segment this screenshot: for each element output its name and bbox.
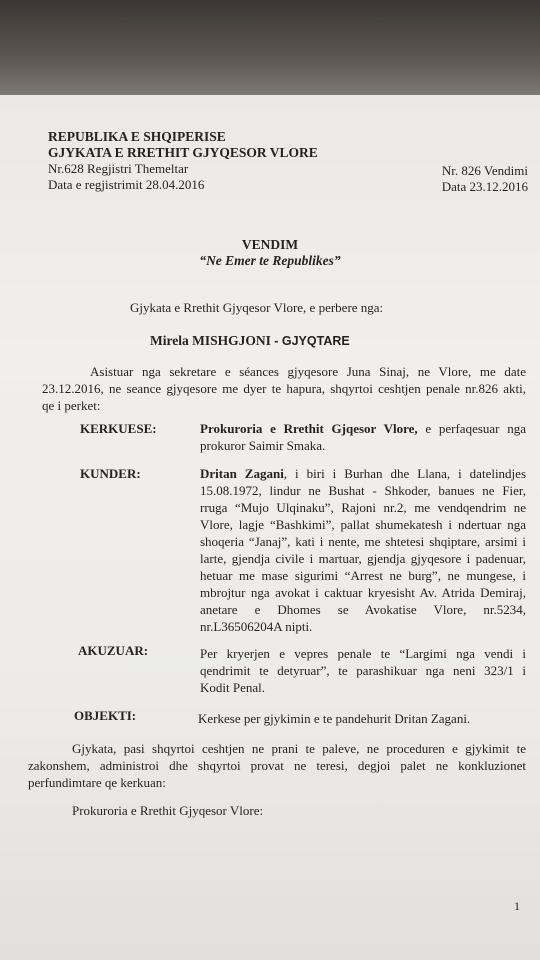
- republic-heading: REPUBLIKA E SHQIPERISE: [48, 129, 226, 144]
- akuzuar-line-2: qendrimit te detyruar”, te parashikuar nga neni 323/1 i: [200, 663, 526, 678]
- kunder-line-4: Vlore, lagje “Bashkimi”, pallat shumekatesh i ndertuar nga: [200, 517, 526, 532]
- decision-number: Nr. 826 Vendimi: [441, 163, 528, 178]
- objekti-label: OBJEKTI:: [74, 708, 137, 723]
- document-title: VENDIM: [241, 237, 299, 252]
- objekti-line-1: Kerkese per gjykimin e te pandehurit Dritan Zagani.: [198, 711, 471, 726]
- defendant-name: Dritan Zagani: [200, 466, 284, 481]
- kerkuese-line-1: Prokuroria e Rrethit Gjqesor Vlore, e perfaqesuar nga: [200, 421, 527, 436]
- page-number: 1: [514, 899, 520, 913]
- akuzuar-label: AKUZUAR:: [78, 643, 149, 658]
- akuzuar-line-1: Per kryerjen e vepres penale te “Largimi nga vendi i: [200, 646, 526, 661]
- intro-line-1: Asistuar nga sekretare e séances gjyqesore Juna Sinaj, ne Vlore, me date: [90, 364, 526, 379]
- kunder-line-1: Dritan Zagani, i biri i Burhan dhe Llana, i datelindjes: [200, 466, 526, 481]
- kerkuese-label: KERKUESE:: [80, 421, 157, 436]
- akuzuar-line-3: Kodit Penal.: [200, 680, 265, 695]
- judge-role: - GJYQTARE: [274, 334, 350, 348]
- registry-date: Data e regjistrimit 28.04.2016: [48, 177, 205, 192]
- kunder-line-10: nr.L36506204A nipti.: [200, 619, 313, 634]
- kunder-label: KUNDER:: [80, 466, 141, 481]
- kunder-line-9: anetare e Dhomes se Avokatise Vlore, nr.5234,: [200, 602, 526, 617]
- decision-date: Data 23.12.2016: [441, 179, 528, 194]
- document-subtitle: “Ne Emer te Republikes”: [199, 253, 341, 268]
- judge-name: Mirela MISHGJONI: [150, 333, 271, 348]
- court-heading: GJYKATA E RRETHIT GJYQESOR VLORE: [48, 145, 318, 160]
- closing-line-3: perfundimtare qe kerkuan:: [28, 775, 166, 790]
- kunder-line-2: 15.08.1972, lindur ne Bushat - Shkoder, banues ne Fier,: [200, 483, 526, 498]
- judge-line: [150, 332, 350, 350]
- intro-line-2: 23.12.2016, ne seance gjyqesore me dyer te hapura, shqyrtoi ceshtjen penale nr.826 akti,: [42, 381, 526, 396]
- closing-line-1: Gjykata, pasi shqyrtoi ceshtjen ne prani te paleve, ne proceduren e gjykimit te: [72, 741, 526, 756]
- closing-line-2: zakonshem, administroi dhe shqyrtoi provat ne teresi, degjoi palet ne konkluzionet: [28, 758, 526, 773]
- prosecutor-heading: Prokuroria e Rrethit Gjyqesor Vlore:: [72, 803, 264, 818]
- intro-line-3: qe i perket:: [42, 398, 101, 413]
- kunder-line-8: mbrojtur nga avokat i caktuar kryesisht Av. Atrida Demiraj,: [200, 585, 526, 600]
- registry-number: Nr.628 Regjistri Themeltar: [48, 161, 189, 176]
- kerkuese-name: Prokuroria e Rrethit Gjqesor Vlore,: [200, 421, 418, 436]
- kunder-line-6: larte, gjendja civile i martuar, gjendja gjyqesore i padenuar,: [200, 551, 526, 566]
- court-composition: Gjykata e Rrethit Gjyqesor Vlore, e perbere nga:: [130, 300, 384, 315]
- kunder-line-5: shoqeria “Janaj”, kati i nente, me shtetesi shqiptare, arsimi i: [200, 534, 526, 549]
- kerkuese-line-2: prokuror Saimir Smaka.: [200, 438, 326, 453]
- kunder-line-7: hetuar me mase sigurimi “Arrest ne burg”, ne mungese, i: [200, 568, 526, 583]
- kunder-line-3: rruga “Mujo Ulqinaku”, Rajoni nr.2, me vendqendrim ne: [200, 500, 526, 515]
